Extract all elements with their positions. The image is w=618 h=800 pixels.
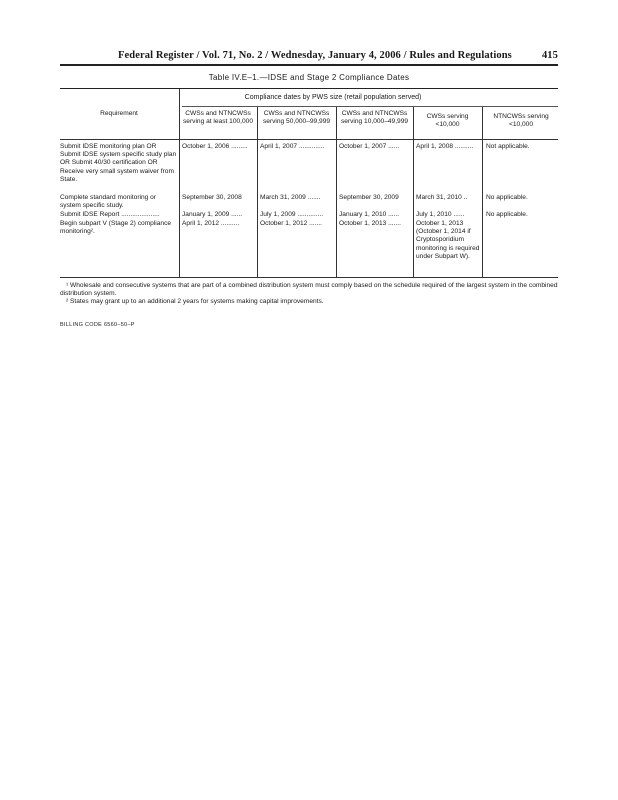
table-bottom-rule: [60, 277, 558, 278]
row-1-c3: October 1, 2007 ......: [339, 143, 400, 150]
footnote-2: ² States may grant up to an additional 2 years for systems making capital improvements.: [66, 298, 324, 305]
row-3-c3: January 1, 2010 ......: [339, 211, 400, 218]
billing-code: BILLING CODE 6560–50–P: [60, 322, 135, 328]
row-4-c1: April 1, 2012 ..........: [182, 220, 240, 227]
col-header-large: CWSs and NTNCWSs serving at least 100,000: [182, 110, 253, 125]
row-3-c2: July 1, 2009 ..............: [260, 211, 324, 218]
row-2-requirement: Complete standard monitoring or system specific study.: [60, 194, 157, 210]
header-text: Federal Register / Vol. 71, No. 2 / Wednesday, January 4, 2006 / Rules and Regulations: [118, 50, 512, 61]
row-4-requirement: Begin subpart V (Stage 2) compliance monitoring².: [60, 220, 172, 236]
row-1-requirement: Submit IDSE monitoring plan OR Submit IDSE system specific study plan OR Submit 40/30 certification OR Receive very small system waiver from State.: [60, 143, 177, 183]
row-3-c1: January 1, 2009 ......: [182, 211, 243, 218]
group-header: Compliance dates by PWS size (retail population served): [244, 94, 422, 101]
row-2-c3: September 30, 2009: [339, 194, 399, 201]
group-header-rule: [182, 106, 558, 107]
row-3-c5: No applicable.: [486, 211, 528, 218]
row-1-c2: April 1, 2007 ..............: [260, 143, 325, 150]
header-bottom-rule: [60, 139, 558, 140]
row-2-c5: No applicable.: [486, 194, 528, 201]
table-title: Table IV.E–1.—IDSE and Stage 2 Compliance Dates: [208, 73, 410, 82]
row-1-c1: October 1, 2006 .........: [182, 143, 248, 150]
running-header: [118, 50, 558, 61]
column-divider: [482, 107, 483, 277]
row-2-c2: March 31, 2009 .......: [260, 194, 321, 201]
col-header-cws-small: CWSs serving <10,000: [426, 113, 469, 128]
row-3-requirement: Submit IDSE Report .....................: [60, 211, 160, 218]
col-header-requirement: Requirement: [100, 110, 138, 117]
row-2-c1: September 30, 2008: [182, 194, 242, 201]
header-rule: [60, 64, 558, 66]
column-divider: [257, 107, 258, 277]
row-1-c4: April 1, 2008 ..........: [416, 143, 474, 150]
page-number: 415: [541, 50, 558, 61]
col-header-small: CWSs and NTNCWSs serving 10,000–49,999: [340, 110, 409, 125]
row-3-c4: July 1, 2010 ......: [416, 211, 465, 218]
footnote-1: ¹ Wholesale and consecutive systems that are part of a combined distribution system must comply based on the schedule required of the largest system in the combined distribution system.: [60, 282, 558, 297]
row-4-c2: October 1, 2012 .......: [260, 220, 322, 227]
column-divider: [336, 107, 337, 277]
column-divider: [179, 89, 180, 277]
row-4-c4: October 1, 2013 (October 1, 2014 if Cryptosporidium monitoring is required under Subpart W).: [416, 220, 480, 260]
column-divider: [413, 107, 414, 277]
row-1-c5: Not applicable.: [486, 143, 530, 150]
row-2-c4: March 31, 2010 ..: [416, 194, 468, 201]
col-header-medium: CWSs and NTNCWSs serving 50,000–99,999: [262, 110, 331, 125]
table-top-rule: [60, 88, 558, 89]
col-header-ntncws-small: NTNCWSs serving <10,000: [493, 113, 549, 128]
row-4-c3: October 1, 2013 .......: [339, 220, 401, 227]
